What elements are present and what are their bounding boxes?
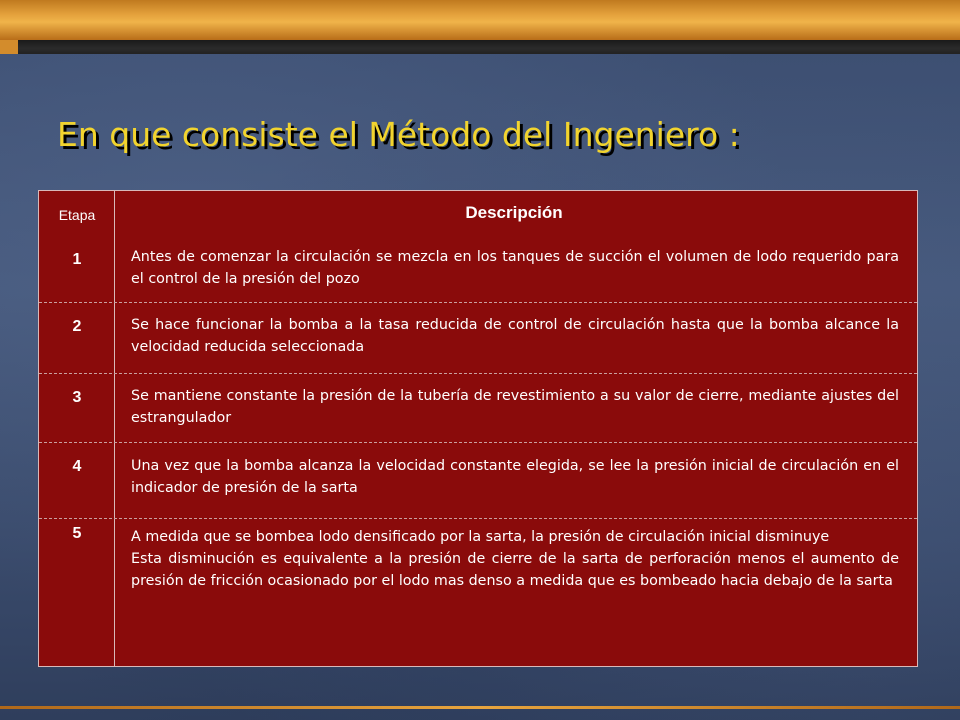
row-4-stage: 4 [72, 458, 82, 475]
row-1-text: Antes de comenzar la circulación se mezcla en los tanques de succión el volumen de lodo requerido para el control de la presión del pozo [131, 249, 899, 287]
bottom-decorative-line [0, 706, 960, 709]
row-1-description [131, 246, 899, 290]
row-5-text: A medida que se bombea lodo densificado por la sarta, la presión de circulación inicial disminuye [131, 529, 830, 545]
header-description: Descripción [465, 203, 563, 222]
row-separator [39, 373, 917, 374]
row-4-description [131, 455, 899, 499]
row-separator [39, 518, 917, 519]
row-2-description [131, 314, 899, 358]
row-5-description [131, 526, 899, 592]
row-3-stage: 3 [72, 389, 82, 406]
row-5-stage: 5 [72, 525, 82, 542]
row-1-stage: 1 [72, 251, 82, 268]
row-5-text-continued: Esta disminución es equivalente a la presión de cierre de la sarta de perforación menos el aumento de presión de fricción ocasionado por el lodo mas denso a medida que es bombeado hacia debajo de la sarta [131, 551, 899, 589]
row-2-text: Se hace funcionar la bomba a la tasa reducida de control de circulación hasta que la bomba alcance la velocidad reducida seleccionada [131, 317, 899, 355]
top-shadow-band [0, 40, 960, 54]
row-3-text: Se mantiene constante la presión de la tubería de revestimiento a su valor de cierre, mediante ajustes del estrangulador [131, 388, 899, 426]
row-3-description [131, 385, 899, 429]
row-separator [39, 442, 917, 443]
top-decorative-bar [0, 0, 960, 40]
row-separator [39, 302, 917, 303]
row-2-stage: 2 [72, 318, 82, 335]
steps-table [38, 190, 918, 667]
row-4-text: Una vez que la bomba alcanza la velocidad constante elegida, se lee la presión inicial de circulación en el indicador de presión de la sarta [131, 458, 899, 496]
slide-title: En que consiste el Método del Ingeniero : [57, 115, 740, 154]
header-stage: Etapa [58, 207, 96, 223]
